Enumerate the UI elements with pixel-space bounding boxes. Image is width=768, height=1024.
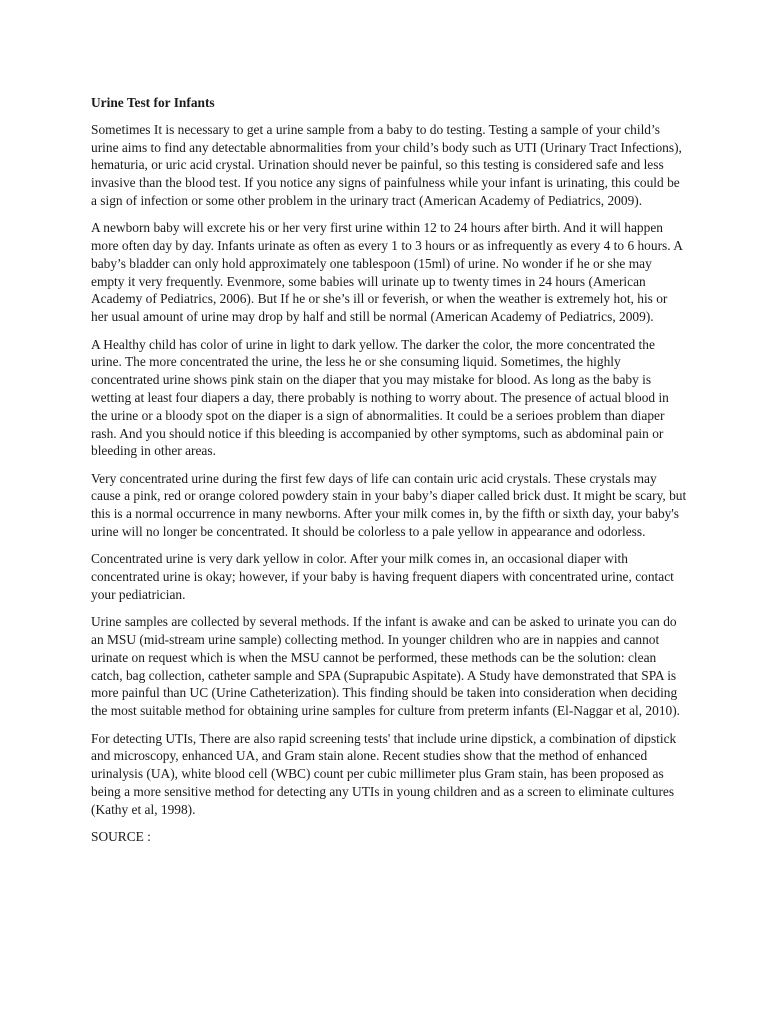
source-label: SOURCE : [91, 828, 151, 844]
document-body [91, 94, 687, 846]
document-title: Urine Test for Infants [91, 95, 215, 110]
paragraph-newborn-urination: A newborn baby will excrete his or her very first urine within 12 to 24 hours after birth. And it will happen more often day by day. Infants urinate as often as every 1 to 3 hours or as infrequently as every 4 to 6 hours. A baby’s bladder can only hold approximately one tablespoon (15ml) of urine. No wonder if he or she may empty it very frequently. Evenmore, some babies will urinate up to twenty times in 24 hours (American Academy of Pediatrics, 2006). But If he or she’s ill or feverish, or when the weather is extremely hot, his or her usual amount of urine may drop by half and still be normal (American Academy of Pediatrics, 2009). [91, 220, 683, 325]
paragraph-concentrated-urine: Concentrated urine is very dark yellow in color. After your milk comes in, an occasional diaper with concentrated urine is okay; however, if your baby is having frequent diapers with concentrated urine, contact your pediatrician. [91, 551, 674, 602]
paragraph-intro: Sometimes It is necessary to get a urine sample from a baby to do testing. Testing a sample of your child’s urine aims to find any detectable abnormalities from your child’s body such as UTI (Urinary Tract Infections), hematuria, or uric acid crystal. Urination should never be painful, so this testing is considered safe and less invasive than the blood test. If you notice any signs of painfulness while your infant is urinating, this could be a sign of infection or some other problem in the urinary tract (American Academy of Pediatrics, 2009). [91, 121, 682, 208]
paragraph-uric-acid-crystals: Very concentrated urine during the first few days of life can contain uric acid crystals. These crystals may cause a pink, red or orange colored powdery stain in your baby’s diaper called brick dust. It might be scary, but this is a normal occurrence in many newborns. After your milk comes in, by the fifth or sixth day, your baby's urine will no longer be concentrated. It should be colorless to a pale yellow in appearance and odorless. [91, 470, 687, 540]
paragraph-collection-methods: Urine samples are collected by several methods. If the infant is awake and can be asked to urinate you can do an MSU (mid-stream urine sample) collecting method. In younger children who are in nappies and cannot urinate on request which is when the MSU cannot be performed, these methods can be the solution: clean catch, bag collection, catheter sample and SPA (Suprapubic Aspitate). A Study have demonstrated that SPA is more painful than UC (Urine Catheterization). This finding should be taken into consideration when deciding the most suitable method for obtaining urine samples for culture from preterm infants (El-Naggar et al, 2010). [91, 614, 681, 719]
paragraph-urine-color: A Healthy child has color of urine in light to dark yellow. The darker the color, the more concentrated the urine. The more concentrated the urine, the less he or she consuming liquid. Sometimes, the highly concentrated urine shows pink stain on the diaper that you may mistake for blood. As long as the baby is wetting at least four diapers a day, there probably is nothing to worry about. The presence of actual blood in the urine or a bloody spot on the diaper is a sign of abnormalities. It could be a serioes problem than diaper rash. And you should notice if this bleeding is accompanied by other symptoms, such as abdominal pain or bleeding in other areas. [91, 336, 669, 459]
paragraph-uti-screening: For detecting UTIs, There are also rapid screening tests' that include urine dipstick, a combination of dipstick and microscopy, enhanced UA, and Gram stain alone. Recent studies show that the method of enhanced urinalysis (UA), white blood cell (WBC) count per cubic millimeter plus Gram stain, has been proposed as being a more sensitive method for detecting any UTIs in young children and as a screen to eliminate cultures (Kathy et al, 1998). [91, 730, 677, 817]
